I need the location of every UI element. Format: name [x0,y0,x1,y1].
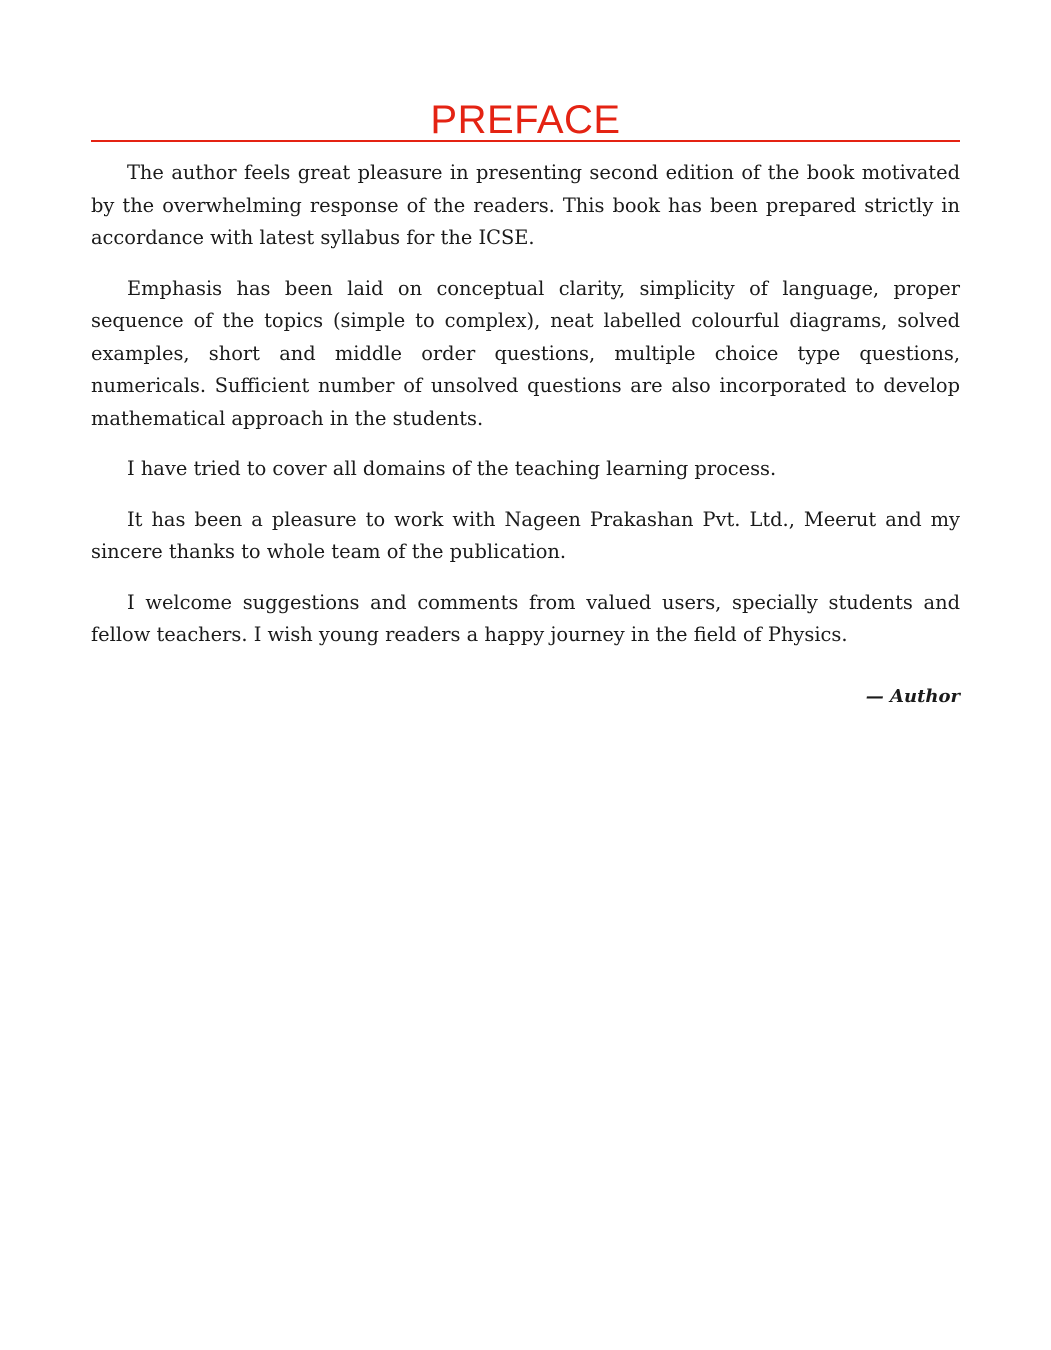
paragraph-4: It has been a pleasure to work with Nageen Prakashan Pvt. Ltd., Meerut and my sincere thanks to whole team of the publication. [91,507,960,563]
paragraph-1: The author feels great pleasure in presenting second edition of the book motivated by the overwhelming response of the readers. This book has been prepared strictly in accordance with latest syllabus for the ICSE. [91,161,960,249]
page-title: PREFACE [430,98,621,142]
paragraph-3: I have tried to cover all domains of the teaching learning process. [127,457,777,480]
preface-body [91,157,960,652]
paragraph-5: I welcome suggestions and comments from valued users, specially students and fellow teachers. I wish young readers a happy journey in the field of Physics. [91,590,960,646]
paragraph-2: Emphasis has been laid on conceptual clarity, simplicity of language, proper sequence of the topics (simple to complex), neat labelled colourful diagrams, solved examples, short and middle order questions, multiple choice type questions, numericals. Sufficient number of unsolved questions are also incorporated to develop mathematical approach in the students. [91,276,960,430]
document-page [91,0,960,707]
author-signature: — Author [865,685,960,707]
